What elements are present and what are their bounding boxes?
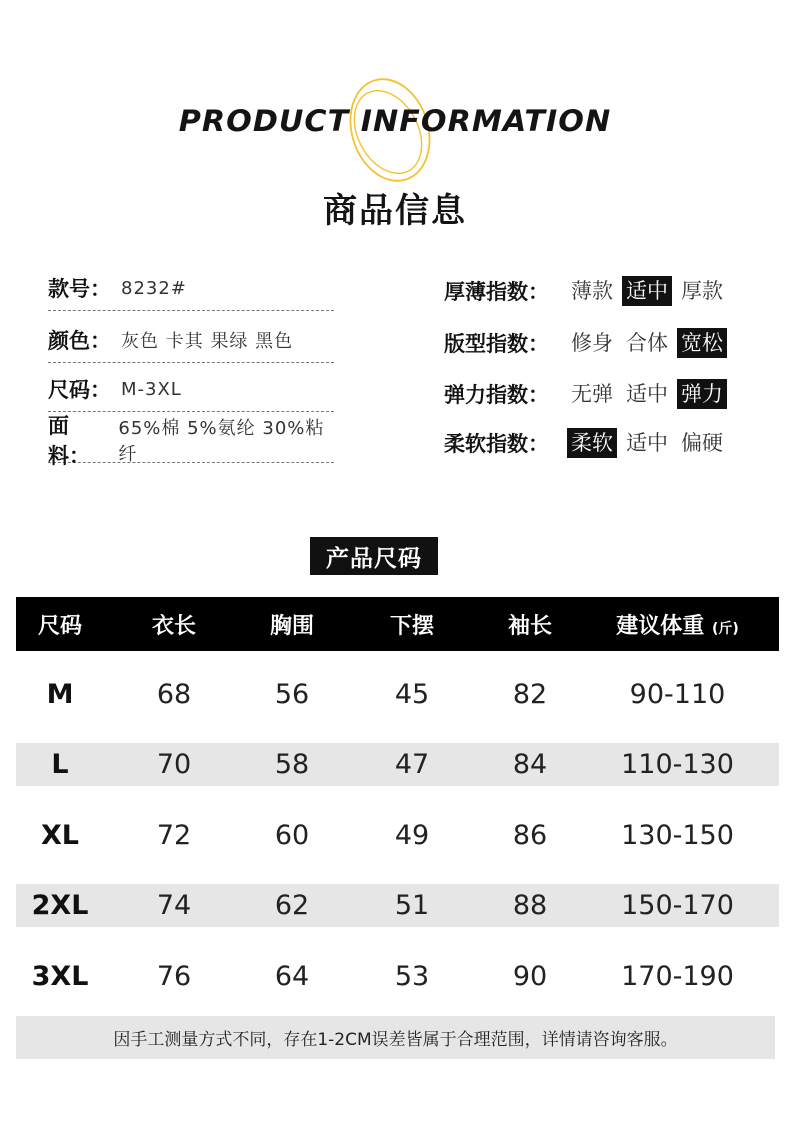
index-option: 修身 [571,331,613,355]
weight-unit: (斤) [711,620,739,637]
index-label: 弹力指数： [444,383,549,407]
table-cell: 62 [274,890,310,921]
index-row-softness [444,426,764,460]
table-cell: 170-190 [621,961,734,992]
index-option: 无弹 [571,382,613,406]
spec-label: 颜色： [48,329,111,353]
index-option: 厚款 [681,279,723,303]
spec-row-color [48,318,334,363]
table-cell: 60 [274,820,310,851]
index-option: 适中 [626,382,668,406]
spec-label: 面料： [48,414,90,468]
spec-value: 灰色 卡其 果绿 黑色 [121,331,294,352]
index-label: 厚薄指数： [444,280,549,304]
index-label: 柔软指数： [444,432,549,456]
table-cell: 3XL [31,961,89,992]
spec-value: 65%棉 5%氨纶 30%粘纤 [118,418,325,465]
index-row-fit [444,326,764,360]
table-row [16,814,779,857]
index-label: 版型指数： [444,332,549,356]
table-cell: 74 [156,890,192,921]
table-cell: 51 [394,890,430,921]
index-option: 适中 [626,431,668,455]
spec-label: 尺码： [48,378,111,402]
table-cell: 2XL [31,890,89,921]
page-title-en: PRODUCT INFORMATION [178,104,612,138]
index-option: 合体 [626,331,668,355]
spec-row-style-number [48,266,334,311]
table-header [16,597,779,651]
spec-value: 8232# [121,277,187,299]
index-option: 偏硬 [681,431,723,455]
table-cell: M [46,679,74,710]
table-cell: 76 [156,961,192,992]
table-cell: 56 [274,679,310,710]
table-cell: L [51,749,69,780]
table-row [16,884,779,927]
column-header-weight [576,609,779,640]
column-header: 建议体重 [616,613,705,639]
index-row-thickness [444,274,764,308]
column-header: 下摆 [389,613,434,639]
index-option-selected: 柔软 [567,428,617,458]
table-cell: 90 [512,961,548,992]
table-cell: 45 [394,679,430,710]
table-cell: 72 [156,820,192,851]
table-cell: 49 [394,820,430,851]
measurement-note: 因手工测量方式不同，存在1-2CM误差皆属于合理范围，详情请咨询客服。 [16,1016,775,1059]
table-cell: 70 [156,749,192,780]
table-cell: 82 [512,679,548,710]
table-row [16,673,779,716]
table-cell: 64 [274,961,310,992]
table-cell: 130-150 [621,820,734,851]
size-table [16,597,779,992]
index-option-selected: 适中 [622,276,672,306]
spec-label: 款号： [48,277,111,301]
column-header: 尺码 [37,613,82,639]
table-row [16,955,779,998]
index-option-selected: 弹力 [677,379,727,409]
table-cell: 53 [394,961,430,992]
spec-row-size [48,367,334,412]
column-header: 胸围 [269,613,314,639]
spec-value: M-3XL [121,378,182,400]
table-cell: 86 [512,820,548,851]
spec-row-fabric [48,414,334,468]
table-cell: 90-110 [629,679,726,710]
table-row [16,743,779,786]
table-cell: 84 [512,749,548,780]
index-option-selected: 宽松 [677,328,727,358]
table-cell: 68 [156,679,192,710]
size-section-title: 产品尺码 [310,537,438,575]
table-cell: 47 [394,749,430,780]
table-cell: XL [40,820,80,851]
column-header: 袖长 [507,613,552,639]
column-header: 衣长 [151,613,196,639]
index-option: 薄款 [571,279,613,303]
index-row-elasticity [444,377,764,411]
table-cell: 58 [274,749,310,780]
table-cell: 150-170 [621,890,734,921]
table-cell: 110-130 [621,749,734,780]
page-title-cn: 商品信息 [323,191,467,231]
table-cell: 88 [512,890,548,921]
